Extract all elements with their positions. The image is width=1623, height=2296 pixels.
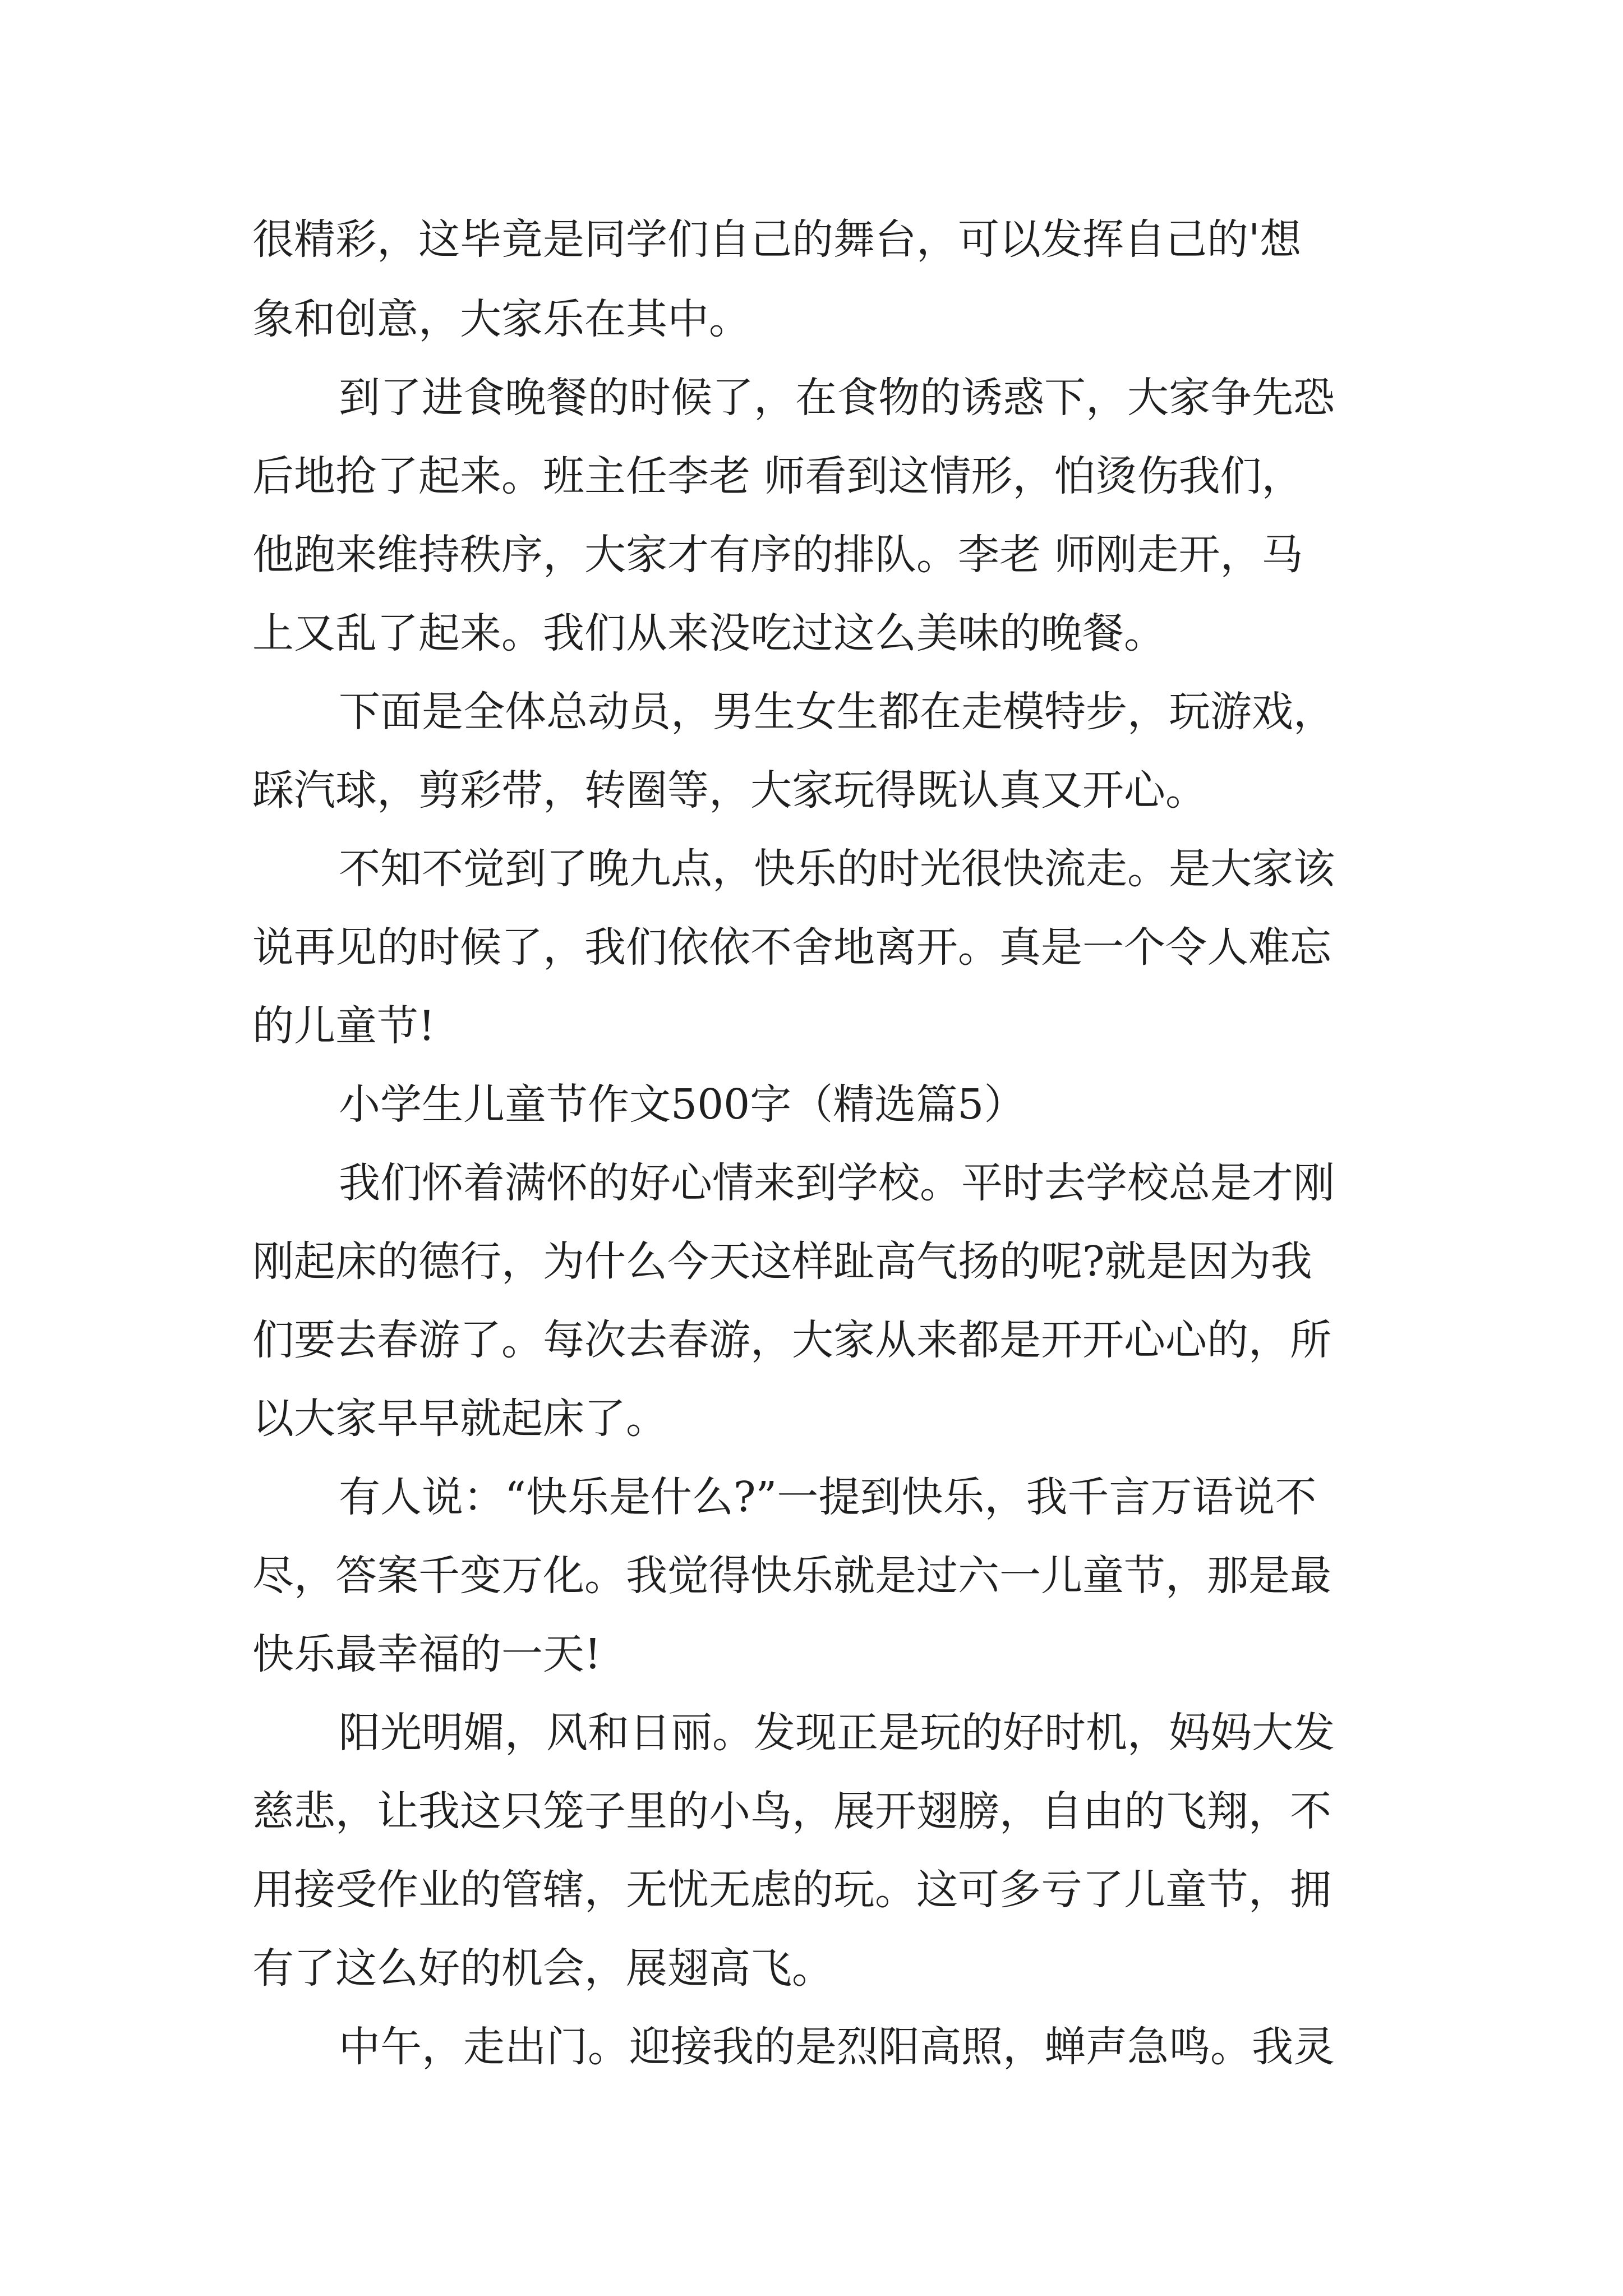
text-line: 很精彩，这毕竟是同学们自己的舞台，可以发挥自己的'想 — [252, 215, 1302, 264]
text-line: 有了这么好的机会，展翅高飞。 — [252, 1944, 833, 1993]
text-line: 他跑来维持秩序，大家才有序的排队。李老 师刚走开，马 — [252, 531, 1303, 579]
text-line: 刚起床的德行，为什么今天这样趾高气扬的呢?就是因为我 — [252, 1237, 1312, 1286]
text-line: 慈悲，让我这只笼子里的小鸟，展开翅膀，自由的飞翔，不 — [252, 1787, 1331, 1835]
text-line: 的儿童节! — [252, 1002, 435, 1050]
text-line: 我们怀着满怀的好心情来到学校。平时去学校总是才刚 — [339, 1159, 1335, 1207]
text-line: 后地抢了起来。班主任李老 师看到这情形，怕烫伤我们， — [252, 452, 1303, 500]
text-line: 下面是全体总动员，男生女生都在走模特步，玩游戏， — [339, 688, 1335, 736]
text-line: 到了进食晚餐的时候了，在食物的诱惑下，大家争先恐 — [339, 374, 1335, 422]
text-line: 不知不觉到了晚九点，快乐的时光很快流走。是大家该 — [339, 845, 1335, 893]
text-line: 快乐最幸福的一天! — [252, 1630, 601, 1678]
text-line: 用接受作业的管辖，无忧无虑的玩。这可多亏了儿童节，拥 — [252, 1866, 1331, 1914]
text-line: 以大家早早就起床了。 — [252, 1395, 667, 1443]
text-line: 尽，答案千变万化。我觉得快乐就是过六一儿童节，那是最 — [252, 1552, 1331, 1600]
text-line: 们要去春游了。每次去春游，大家从来都是开开心心的，所 — [252, 1316, 1331, 1364]
text-line: 阳光明媚，风和日丽。发现正是玩的好时机，妈妈大发 — [339, 1709, 1335, 1757]
text-line: 象和创意，大家乐在其中。 — [252, 295, 750, 343]
text-line: 上又乱了起来。我们从来没吃过这么美味的晚餐。 — [252, 609, 1165, 657]
text-line: 有人说：“快乐是什么?”一提到快乐，我千言万语说不 — [339, 1473, 1317, 1521]
text-line: 中午，走出门。迎接我的是烈阳高照，蝉声急鸣。我灵 — [339, 2023, 1335, 2071]
section-heading: 小学生儿童节作文500字（精选篇5） — [339, 1080, 1026, 1129]
text-line: 说再见的时候了，我们依依不舍地离开。真是一个令人难忘 — [252, 923, 1331, 972]
text-line: 踩汽球，剪彩带，转圈等，大家玩得既认真又开心。 — [252, 766, 1207, 815]
